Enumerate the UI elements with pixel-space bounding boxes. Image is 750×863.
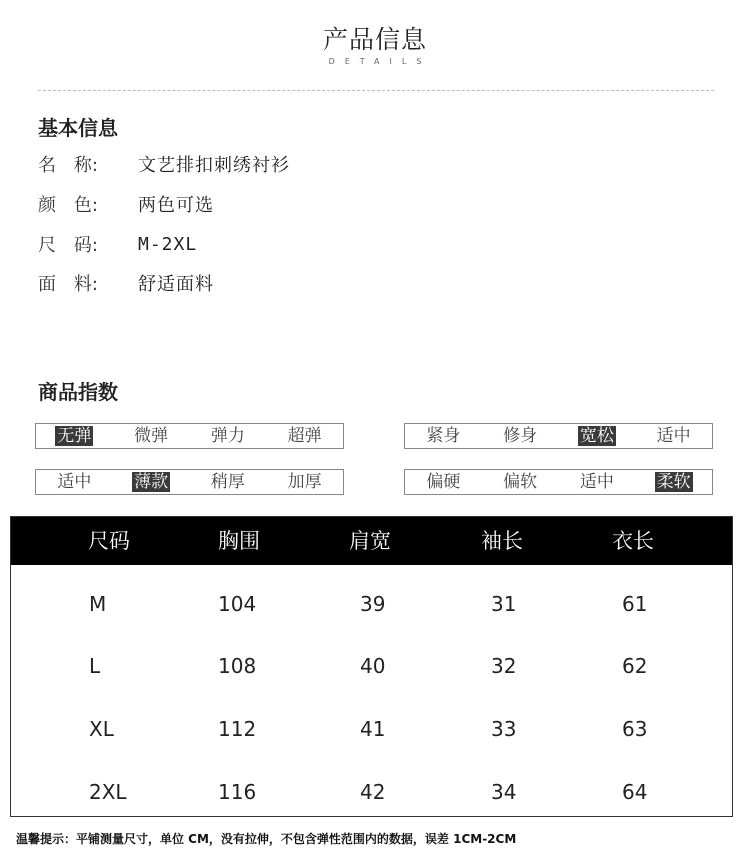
cell-sleeve: 34 bbox=[491, 780, 517, 804]
scale-thickness bbox=[35, 469, 344, 495]
scale-option: 无弹 bbox=[57, 426, 92, 446]
info-row-size bbox=[38, 231, 197, 257]
size-table bbox=[10, 516, 733, 817]
cell-size: XL bbox=[89, 717, 114, 741]
product-index-title: 商品指数 bbox=[38, 380, 118, 404]
page-subtitle: DETAILS bbox=[328, 57, 432, 66]
cell-shoulder: 42 bbox=[360, 780, 386, 804]
scale-option: 稍厚 bbox=[210, 472, 245, 492]
header-shoulder: 肩宽 bbox=[349, 529, 391, 553]
info-label bbox=[38, 191, 138, 217]
table-row bbox=[11, 761, 732, 823]
header-length: 衣长 bbox=[612, 529, 654, 553]
cell-chest: 104 bbox=[218, 592, 257, 616]
cell-size: 2XL bbox=[89, 780, 127, 804]
cell-length: 62 bbox=[622, 654, 648, 678]
scale-option: 偏硬 bbox=[426, 472, 461, 492]
label-char: 色: bbox=[73, 195, 98, 216]
info-label bbox=[38, 231, 138, 257]
scale-elasticity bbox=[35, 423, 344, 449]
cell-chest: 112 bbox=[218, 717, 257, 741]
measurement-tip: 温馨提示：平铺测量尺寸，单位 CM，没有拉伸，不包含弹性范围内的数据，误差 1CM-2CM bbox=[16, 832, 517, 846]
label-char: 名 bbox=[38, 155, 56, 176]
cell-size: M bbox=[89, 592, 107, 616]
scale-option: 宽松 bbox=[579, 426, 614, 446]
cell-shoulder: 40 bbox=[360, 654, 386, 678]
cell-chest: 116 bbox=[218, 780, 257, 804]
label-char: 称: bbox=[73, 155, 98, 176]
cell-length: 64 bbox=[622, 780, 648, 804]
table-row bbox=[11, 635, 732, 697]
label-char: 面 bbox=[38, 274, 56, 295]
header-chest: 胸围 bbox=[218, 529, 260, 553]
cell-chest: 108 bbox=[218, 654, 257, 678]
cell-sleeve: 32 bbox=[491, 654, 517, 678]
header-sleeve: 袖长 bbox=[481, 529, 523, 553]
info-label bbox=[38, 151, 138, 177]
cell-shoulder: 41 bbox=[360, 717, 386, 741]
label-char: 料: bbox=[73, 274, 98, 295]
scale-option: 超弹 bbox=[287, 426, 322, 446]
cell-length: 61 bbox=[622, 592, 648, 616]
scale-option: 适中 bbox=[656, 426, 691, 446]
scale-option: 柔软 bbox=[656, 472, 691, 492]
table-row bbox=[11, 573, 732, 635]
table-row bbox=[11, 698, 732, 760]
scale-option: 适中 bbox=[579, 472, 614, 492]
scale-option: 薄款 bbox=[134, 472, 169, 492]
cell-size: L bbox=[89, 654, 101, 678]
info-value-color: 两色可选 bbox=[138, 195, 214, 216]
info-value-size: M-2XL bbox=[138, 233, 198, 255]
info-value-name: 文艺排扣刺绣衬衫 bbox=[138, 155, 290, 176]
cell-shoulder: 39 bbox=[360, 592, 386, 616]
table-header bbox=[11, 517, 732, 565]
cell-sleeve: 31 bbox=[491, 592, 517, 616]
scale-option: 紧身 bbox=[426, 426, 461, 446]
info-label bbox=[38, 270, 138, 296]
info-row-color bbox=[38, 191, 214, 217]
page-title: 产品信息 bbox=[322, 25, 427, 54]
info-row-fabric bbox=[38, 270, 214, 296]
label-char: 码: bbox=[73, 235, 98, 256]
label-char: 颜 bbox=[38, 195, 56, 216]
header-size: 尺码 bbox=[88, 529, 130, 553]
cell-sleeve: 33 bbox=[491, 717, 517, 741]
scale-option: 微弹 bbox=[134, 426, 169, 446]
scale-softness bbox=[404, 469, 713, 495]
scale-option: 加厚 bbox=[287, 472, 322, 492]
info-row-name bbox=[38, 151, 290, 177]
scale-option: 偏软 bbox=[503, 472, 538, 492]
scale-option: 适中 bbox=[57, 472, 92, 492]
scale-option: 修身 bbox=[503, 426, 538, 446]
basic-info-title: 基本信息 bbox=[38, 116, 118, 140]
scale-fit bbox=[404, 423, 713, 449]
scale-option: 弹力 bbox=[210, 426, 245, 446]
cell-length: 63 bbox=[622, 717, 648, 741]
divider bbox=[38, 90, 714, 91]
label-char: 尺 bbox=[38, 235, 56, 256]
info-value-fabric: 舒适面料 bbox=[138, 274, 214, 295]
